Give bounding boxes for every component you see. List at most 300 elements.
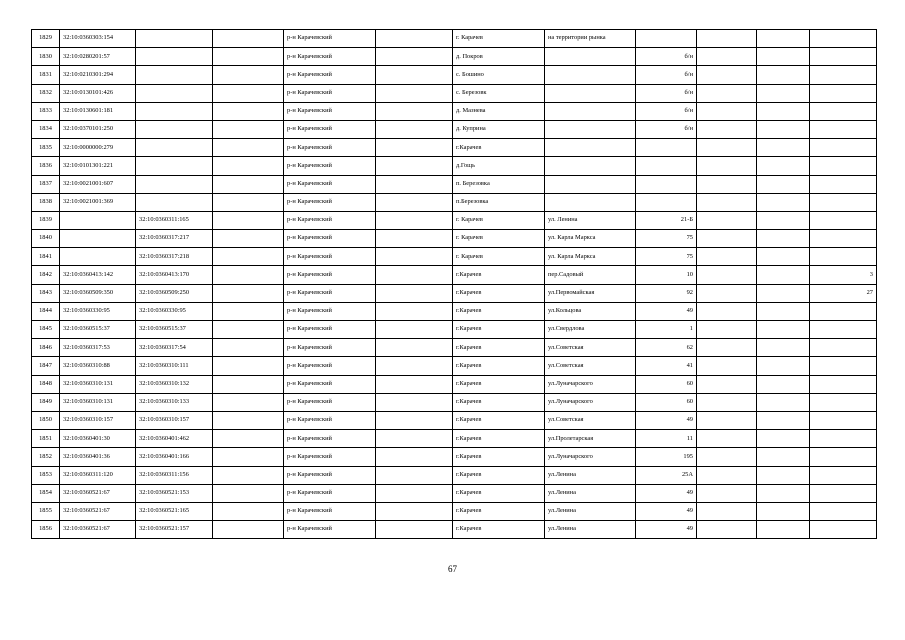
cell-cadastral-number: 32:10:0130601:181 — [60, 102, 136, 120]
cell-row-number: 1833 — [32, 102, 60, 120]
cell-house-number: 49 — [636, 502, 697, 520]
cell-empty — [376, 430, 453, 448]
cell-district: р-н Карачевский — [284, 393, 376, 411]
cell-row-number: 1842 — [32, 266, 60, 284]
cell-row-number: 1850 — [32, 411, 60, 429]
cell-extra-value — [810, 120, 877, 138]
cell-empty — [213, 102, 284, 120]
cell-empty — [213, 302, 284, 320]
cell-empty — [213, 430, 284, 448]
cell-empty — [213, 157, 284, 175]
cell-house-number: 10 — [636, 266, 697, 284]
table-row — [32, 466, 877, 484]
cell-locality: д. Куприна — [453, 120, 545, 138]
table-row — [32, 430, 877, 448]
cell-cadastral-number-building: 32:10:0360311:156 — [136, 466, 213, 484]
cell-empty — [376, 375, 453, 393]
cell-row-number: 1853 — [32, 466, 60, 484]
cell-street: ул.Советская — [545, 339, 636, 357]
cell-house-number — [636, 157, 697, 175]
cell-street: ул. Ленина — [545, 211, 636, 229]
cell-empty — [757, 357, 810, 375]
cell-locality: с. Березовк — [453, 84, 545, 102]
cell-cadastral-number-building: 32:10:0360317:54 — [136, 339, 213, 357]
cell-cadastral-number: 32:10:0360401:36 — [60, 448, 136, 466]
cell-empty — [757, 466, 810, 484]
cell-locality: г. Карачев — [453, 30, 545, 48]
cell-house-number: 60 — [636, 375, 697, 393]
cell-empty — [213, 30, 284, 48]
cell-cadastral-number-building: 32:10:0360413:170 — [136, 266, 213, 284]
cell-street — [545, 193, 636, 211]
cell-cadastral-number-building: 32:10:0360401:462 — [136, 430, 213, 448]
table-row — [32, 248, 877, 266]
cell-street: ул.Первомайская — [545, 284, 636, 302]
cell-district: р-н Карачевский — [284, 157, 376, 175]
cell-house-number: б/н — [636, 120, 697, 138]
cell-empty — [376, 175, 453, 193]
cell-extra-value — [810, 448, 877, 466]
cell-row-number: 1848 — [32, 375, 60, 393]
cell-empty — [376, 411, 453, 429]
cell-empty — [213, 193, 284, 211]
cell-street: ул. Карла Маркса — [545, 230, 636, 248]
cell-district: р-н Карачевский — [284, 211, 376, 229]
cell-cadastral-number: 32:10:0101301:221 — [60, 157, 136, 175]
cell-district: р-н Карачевский — [284, 266, 376, 284]
table-row — [32, 84, 877, 102]
cell-empty — [213, 84, 284, 102]
cell-row-number: 1847 — [32, 357, 60, 375]
cell-cadastral-number: 32:10:0360310:157 — [60, 411, 136, 429]
cell-extra-value — [810, 484, 877, 502]
cell-row-number: 1829 — [32, 30, 60, 48]
table-row — [32, 284, 877, 302]
cell-empty — [757, 302, 810, 320]
cell-empty — [697, 84, 757, 102]
cell-street — [545, 48, 636, 66]
cell-extra-value — [810, 175, 877, 193]
cell-row-number: 1849 — [32, 393, 60, 411]
cell-cadastral-number: 32:10:0360311:120 — [60, 466, 136, 484]
cell-district: р-н Карачевский — [284, 357, 376, 375]
cell-street: ул.Ленина — [545, 484, 636, 502]
cell-empty — [697, 48, 757, 66]
cell-street — [545, 120, 636, 138]
cell-locality: д. Мазнева — [453, 102, 545, 120]
table-row — [32, 48, 877, 66]
cell-empty — [757, 66, 810, 84]
table-row — [32, 393, 877, 411]
cell-row-number: 1856 — [32, 521, 60, 539]
cell-cadastral-number-building: 32:10:0360521:165 — [136, 502, 213, 520]
cell-cadastral-number: 32:10:0360413:142 — [60, 266, 136, 284]
table-row — [32, 375, 877, 393]
cell-row-number: 1837 — [32, 175, 60, 193]
cell-empty — [757, 375, 810, 393]
cell-empty — [213, 321, 284, 339]
cell-empty — [757, 120, 810, 138]
cell-row-number: 1832 — [32, 84, 60, 102]
cell-house-number: 1 — [636, 321, 697, 339]
cell-house-number: 75 — [636, 230, 697, 248]
cell-empty — [757, 430, 810, 448]
cell-empty — [757, 193, 810, 211]
cell-empty — [757, 48, 810, 66]
cell-street: ул.Советская — [545, 357, 636, 375]
cell-row-number: 1838 — [32, 193, 60, 211]
cell-house-number: 195 — [636, 448, 697, 466]
cell-empty — [697, 139, 757, 157]
cell-cadastral-number-building: 32:10:0360310:133 — [136, 393, 213, 411]
cell-cadastral-number: 32:10:0360303:154 — [60, 30, 136, 48]
table-row — [32, 211, 877, 229]
cell-house-number: 41 — [636, 357, 697, 375]
cell-empty — [757, 339, 810, 357]
table-row — [32, 230, 877, 248]
cell-empty — [213, 466, 284, 484]
table-row — [32, 339, 877, 357]
cell-row-number: 1854 — [32, 484, 60, 502]
cell-locality: г.Карачев — [453, 502, 545, 520]
table-row — [32, 193, 877, 211]
cell-district: р-н Карачевский — [284, 248, 376, 266]
cell-district: р-н Карачевский — [284, 84, 376, 102]
cell-empty — [697, 230, 757, 248]
cell-house-number: 11 — [636, 430, 697, 448]
cell-district: р-н Карачевский — [284, 193, 376, 211]
cell-extra-value — [810, 211, 877, 229]
cell-cadastral-number-building: 32:10:0360310:132 — [136, 375, 213, 393]
cell-row-number: 1844 — [32, 302, 60, 320]
cell-empty — [376, 102, 453, 120]
cell-extra-value — [810, 339, 877, 357]
cell-locality: г.Карачев — [453, 448, 545, 466]
cell-locality: г.Карачев — [453, 430, 545, 448]
cell-locality: г.Карачев — [453, 411, 545, 429]
cell-house-number: б/н — [636, 48, 697, 66]
cell-district: р-н Карачевский — [284, 321, 376, 339]
cell-empty — [697, 284, 757, 302]
cell-cadastral-number-building — [136, 102, 213, 120]
cell-cadastral-number — [60, 230, 136, 248]
cell-street: ул.Луначарского — [545, 448, 636, 466]
cell-extra-value — [810, 102, 877, 120]
cell-empty — [213, 48, 284, 66]
cell-empty — [757, 248, 810, 266]
cell-house-number: 49 — [636, 484, 697, 502]
cell-empty — [376, 521, 453, 539]
cell-cadastral-number: 32:10:0360509:350 — [60, 284, 136, 302]
cell-empty — [697, 393, 757, 411]
table-row — [32, 30, 877, 48]
cell-cadastral-number: 32:10:0360317:53 — [60, 339, 136, 357]
cell-locality: г.Карачев — [453, 139, 545, 157]
cell-empty — [376, 339, 453, 357]
cell-district: р-н Карачевский — [284, 284, 376, 302]
cell-extra-value — [810, 66, 877, 84]
table-row — [32, 175, 877, 193]
cell-cadastral-number: 32:10:0360330:95 — [60, 302, 136, 320]
cell-district: р-н Карачевский — [284, 411, 376, 429]
cell-district: р-н Карачевский — [284, 521, 376, 539]
table-row — [32, 357, 877, 375]
cell-cadastral-number-building — [136, 66, 213, 84]
cell-extra-value — [810, 502, 877, 520]
cell-empty — [213, 66, 284, 84]
cell-cadastral-number: 32:10:0021001:369 — [60, 193, 136, 211]
cell-row-number: 1851 — [32, 430, 60, 448]
table-row — [32, 448, 877, 466]
cell-empty — [757, 139, 810, 157]
cell-district: р-н Карачевский — [284, 120, 376, 138]
cell-cadastral-number: 32:10:0360521:67 — [60, 502, 136, 520]
cell-cadastral-number: 32:10:0021001:607 — [60, 175, 136, 193]
cell-locality: п.Березовка — [453, 193, 545, 211]
cell-empty — [213, 375, 284, 393]
cell-house-number: 49 — [636, 302, 697, 320]
cell-cadastral-number: 32:10:0360310:131 — [60, 393, 136, 411]
cell-locality: г.Карачев — [453, 466, 545, 484]
cell-district: р-н Карачевский — [284, 502, 376, 520]
cell-street: ул.Ленина — [545, 521, 636, 539]
cell-extra-value — [810, 157, 877, 175]
cell-extra-value — [810, 430, 877, 448]
cell-extra-value — [810, 357, 877, 375]
cell-empty — [376, 393, 453, 411]
cell-locality: г.Карачев — [453, 339, 545, 357]
cell-cadastral-number-building — [136, 30, 213, 48]
cell-empty — [213, 484, 284, 502]
cell-street: ул.Ленина — [545, 466, 636, 484]
cell-empty — [376, 357, 453, 375]
cell-empty — [697, 175, 757, 193]
cell-empty — [213, 175, 284, 193]
cell-cadastral-number-building: 32:10:0360310:157 — [136, 411, 213, 429]
cell-empty — [213, 266, 284, 284]
cell-cadastral-number: 32:10:0280201:57 — [60, 48, 136, 66]
cell-district: р-н Карачевский — [284, 139, 376, 157]
cell-empty — [697, 411, 757, 429]
cell-row-number: 1839 — [32, 211, 60, 229]
cell-locality: г.Карачев — [453, 484, 545, 502]
table-row — [32, 411, 877, 429]
table-row — [32, 502, 877, 520]
table-row — [32, 521, 877, 539]
cell-street — [545, 175, 636, 193]
cell-district: р-н Карачевский — [284, 30, 376, 48]
cell-locality: г.Карачев — [453, 375, 545, 393]
cell-house-number: 62 — [636, 339, 697, 357]
cell-street — [545, 139, 636, 157]
cell-empty — [376, 284, 453, 302]
cell-district: р-н Карачевский — [284, 448, 376, 466]
cell-row-number: 1841 — [32, 248, 60, 266]
cell-district: р-н Карачевский — [284, 339, 376, 357]
cell-cadastral-number: 32:10:0000000:279 — [60, 139, 136, 157]
cell-empty — [697, 466, 757, 484]
cell-row-number: 1835 — [32, 139, 60, 157]
cell-house-number: 60 — [636, 393, 697, 411]
cell-cadastral-number: 32:10:0360515:37 — [60, 321, 136, 339]
cell-cadastral-number-building — [136, 48, 213, 66]
cell-empty — [697, 339, 757, 357]
cell-cadastral-number: 32:10:0360310:88 — [60, 357, 136, 375]
cell-empty — [213, 139, 284, 157]
cell-cadastral-number: 32:10:0210301:294 — [60, 66, 136, 84]
cell-cadastral-number-building — [136, 84, 213, 102]
cell-extra-value: 3 — [810, 266, 877, 284]
cell-empty — [213, 120, 284, 138]
cell-street: ул.Луначарского — [545, 393, 636, 411]
cell-cadastral-number: 32:10:0360310:131 — [60, 375, 136, 393]
cell-district: р-н Карачевский — [284, 375, 376, 393]
cell-empty — [757, 30, 810, 48]
cell-street — [545, 157, 636, 175]
cell-locality: г.Карачев — [453, 393, 545, 411]
cell-empty — [376, 266, 453, 284]
cell-house-number: б/н — [636, 102, 697, 120]
cell-locality: г.Карачев — [453, 284, 545, 302]
cell-street: ул.Луначарского — [545, 375, 636, 393]
cell-row-number: 1843 — [32, 284, 60, 302]
cell-house-number: 49 — [636, 521, 697, 539]
cell-extra-value — [810, 466, 877, 484]
cell-empty — [213, 521, 284, 539]
cell-empty — [697, 66, 757, 84]
cell-empty — [757, 175, 810, 193]
cell-district: р-н Карачевский — [284, 430, 376, 448]
cell-locality: д.Гощь — [453, 157, 545, 175]
cell-empty — [213, 211, 284, 229]
table-row — [32, 321, 877, 339]
cell-empty — [376, 30, 453, 48]
cell-locality: п. Березовка — [453, 175, 545, 193]
cell-cadastral-number-building: 32:10:0360521:157 — [136, 521, 213, 539]
cell-street — [545, 102, 636, 120]
cell-extra-value — [810, 248, 877, 266]
table-row — [32, 302, 877, 320]
cell-cadastral-number: 32:10:0370101:250 — [60, 120, 136, 138]
cell-street: ул. Карла Маркса — [545, 248, 636, 266]
cell-empty — [376, 211, 453, 229]
cell-row-number: 1852 — [32, 448, 60, 466]
cell-empty — [213, 339, 284, 357]
cell-empty — [213, 411, 284, 429]
cell-empty — [757, 102, 810, 120]
cell-empty — [697, 521, 757, 539]
cell-empty — [697, 321, 757, 339]
cell-street: ул.Ленина — [545, 502, 636, 520]
cell-empty — [757, 84, 810, 102]
cell-street: на территории рынка — [545, 30, 636, 48]
cell-district: р-н Карачевский — [284, 175, 376, 193]
cell-district: р-н Карачевский — [284, 102, 376, 120]
cell-empty — [757, 448, 810, 466]
registry-rows — [32, 30, 877, 539]
cell-empty — [376, 84, 453, 102]
cell-row-number: 1845 — [32, 321, 60, 339]
cell-cadastral-number-building: 32:10:0360311:165 — [136, 211, 213, 229]
cell-empty — [697, 375, 757, 393]
cell-empty — [213, 502, 284, 520]
cell-empty — [757, 393, 810, 411]
cell-extra-value — [810, 321, 877, 339]
cell-empty — [757, 502, 810, 520]
cell-extra-value — [810, 48, 877, 66]
cell-empty — [757, 284, 810, 302]
table-row — [32, 66, 877, 84]
cell-street: ул.Советская — [545, 411, 636, 429]
cell-empty — [697, 302, 757, 320]
cell-locality: г. Карачев — [453, 211, 545, 229]
cell-street — [545, 84, 636, 102]
cell-empty — [697, 102, 757, 120]
cell-street — [545, 66, 636, 84]
cell-extra-value — [810, 84, 877, 102]
cell-row-number: 1846 — [32, 339, 60, 357]
cell-cadastral-number: 32:10:0360521:67 — [60, 484, 136, 502]
cell-row-number: 1831 — [32, 66, 60, 84]
cell-empty — [757, 211, 810, 229]
cell-house-number — [636, 175, 697, 193]
cell-house-number — [636, 193, 697, 211]
cell-house-number: 25А — [636, 466, 697, 484]
cell-cadastral-number — [60, 211, 136, 229]
cell-cadastral-number-building — [136, 120, 213, 138]
cell-empty — [697, 193, 757, 211]
cell-house-number: 75 — [636, 248, 697, 266]
cell-locality: г.Карачев — [453, 302, 545, 320]
cell-cadastral-number-building — [136, 139, 213, 157]
cell-extra-value — [810, 193, 877, 211]
cell-cadastral-number-building: 32:10:0360317:218 — [136, 248, 213, 266]
cell-empty — [376, 139, 453, 157]
cell-empty — [376, 321, 453, 339]
cell-empty — [213, 248, 284, 266]
cell-locality: д. Покров — [453, 48, 545, 66]
cell-empty — [213, 448, 284, 466]
cell-empty — [213, 393, 284, 411]
cell-cadastral-number-building — [136, 175, 213, 193]
cell-extra-value — [810, 230, 877, 248]
cell-locality: г.Карачев — [453, 521, 545, 539]
cell-empty — [697, 266, 757, 284]
page-number: 67 — [448, 564, 457, 574]
cell-district: р-н Карачевский — [284, 48, 376, 66]
table-row — [32, 484, 877, 502]
cell-extra-value — [810, 375, 877, 393]
cell-house-number: б/н — [636, 84, 697, 102]
cell-empty — [757, 230, 810, 248]
table-row — [32, 120, 877, 138]
cell-cadastral-number: 32:10:0360521:67 — [60, 521, 136, 539]
cell-cadastral-number-building — [136, 193, 213, 211]
cell-locality: г.Карачев — [453, 266, 545, 284]
cell-street: пер.Садовый — [545, 266, 636, 284]
cell-empty — [697, 248, 757, 266]
cell-empty — [697, 430, 757, 448]
cell-empty — [376, 502, 453, 520]
cell-locality: г.Карачев — [453, 321, 545, 339]
cell-empty — [697, 30, 757, 48]
cell-empty — [697, 502, 757, 520]
cell-row-number: 1834 — [32, 120, 60, 138]
cell-district: р-н Карачевский — [284, 66, 376, 84]
cell-empty — [757, 521, 810, 539]
cell-empty — [376, 230, 453, 248]
cell-empty — [376, 66, 453, 84]
